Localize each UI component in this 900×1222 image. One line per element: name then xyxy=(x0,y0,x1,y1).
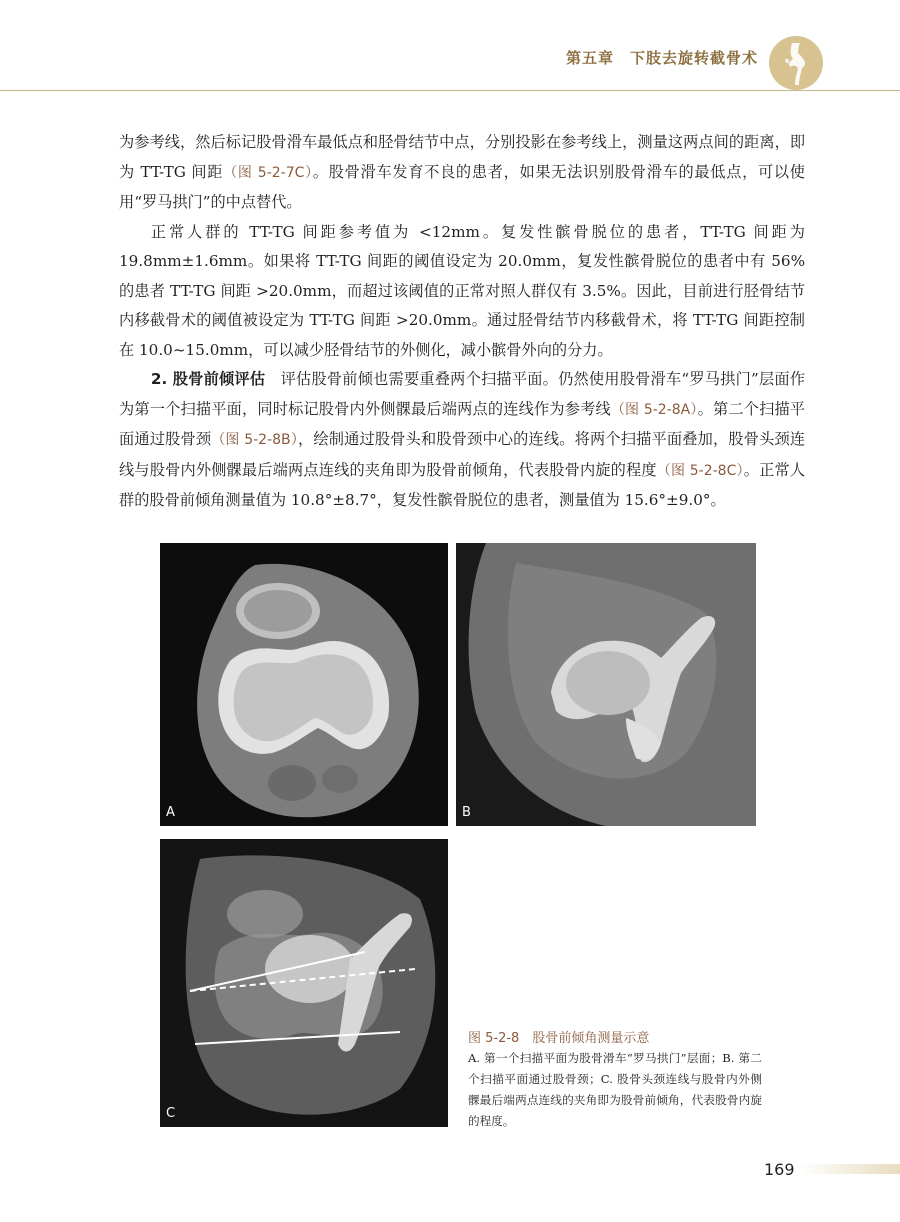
ct-panel-c xyxy=(160,839,448,1127)
page-number: 169 xyxy=(764,1160,795,1179)
panel-label-a: A xyxy=(166,805,175,820)
figure-ref-5-2-8a[interactable]: （图 5-2-8A） xyxy=(610,401,698,418)
footer-decor-bar xyxy=(800,1164,900,1174)
ct-overlay-image xyxy=(160,839,448,1127)
figure-ref-5-2-7c[interactable]: （图 5-2-7C） xyxy=(223,164,313,181)
ct-panel-b xyxy=(456,543,756,826)
header-rule xyxy=(0,90,900,91)
chapter-emblem-icon xyxy=(768,35,824,91)
chapter-title: 第五章 下肢去旋转截骨术 xyxy=(565,49,758,67)
paragraph-1: 为参考线，然后标记股骨滑车最低点和胫骨结节中点，分别投影在参考线上，测量这两点间的距离，即为 TT-TG 间距（图 5-2-7C）。股骨滑车发育不良的患者，如果无法识别股骨滑车的最低点，可以使用“罗马拱门”的中点替代。 xyxy=(119,133,805,211)
panel-label-c: C xyxy=(166,1106,176,1121)
figure-caption-title: 图 5-2-8 股骨前倾角测量示意 xyxy=(468,1031,650,1046)
body-text xyxy=(119,128,805,516)
figure-caption-text: A. 第一个扫描平面为股骨滑车“罗马拱门”层面；B. 第二个扫描平面通过股骨颈；C. 股骨头颈连线与股骨内外侧髁最后端两点连线的夹角即为股骨前倾角，代表股骨内旋的程度。 xyxy=(468,1051,762,1128)
paragraph-3: 2. 股骨前倾评估 评估股骨前倾也需要重叠两个扫描平面。仍然使用股骨滑车“罗马拱门”层面作为第一个扫描平面，同时标记股骨内外侧髁最后端两点的连线作为参考线（图 5-2-8A）。第二个扫描平面通过股骨颈（图 5-2-8B），绘制通过股骨头和股骨颈中心的连线。将两个扫描平面叠加，股骨头颈连线与股骨内外侧髁最后端两点连线的夹角即为股骨前倾角，代表股骨内旋的程度（图 5-2-8C）。正常人群的股骨前倾角测量值为 10.8°±8.7°，复发性髌骨脱位的患者，测量值为 15.6°±9.0°。 xyxy=(119,370,806,509)
panel-label-b: B xyxy=(462,805,471,820)
ct-panel-a xyxy=(160,543,448,826)
figure-ref-5-2-8b[interactable]: （图 5-2-8B） xyxy=(211,432,299,448)
figure-ref-5-2-8c[interactable]: （图 5-2-8C） xyxy=(656,462,744,479)
paragraph-2: 正常人群的 TT-TG 间距参考值为 <12mm。复发性髌骨脱位的患者，TT-TG 间距为 19.8mm±1.6mm。如果将 TT-TG 间距的阈值设定为 20.0mm，复发性髌骨脱位的患者中有 56% 的患者 TT-TG 间距 >20.0mm，而超过该阈值的正常对照人群仅有 3.5%。因此，目前进行胫骨结节内移截骨术的阈值被设定为 TT-TG 间距 >20.0mm。通过胫骨结节内移截骨术，将 TT-TG 间距控制在 10.0~15.0mm，可以减少胫骨结节的外侧化，减小髌骨外向的分力。 xyxy=(119,222,805,359)
ct-hip-image xyxy=(456,543,756,826)
ct-knee-image xyxy=(160,543,448,826)
section-heading: 2. 股骨前倾评估 xyxy=(150,370,266,388)
